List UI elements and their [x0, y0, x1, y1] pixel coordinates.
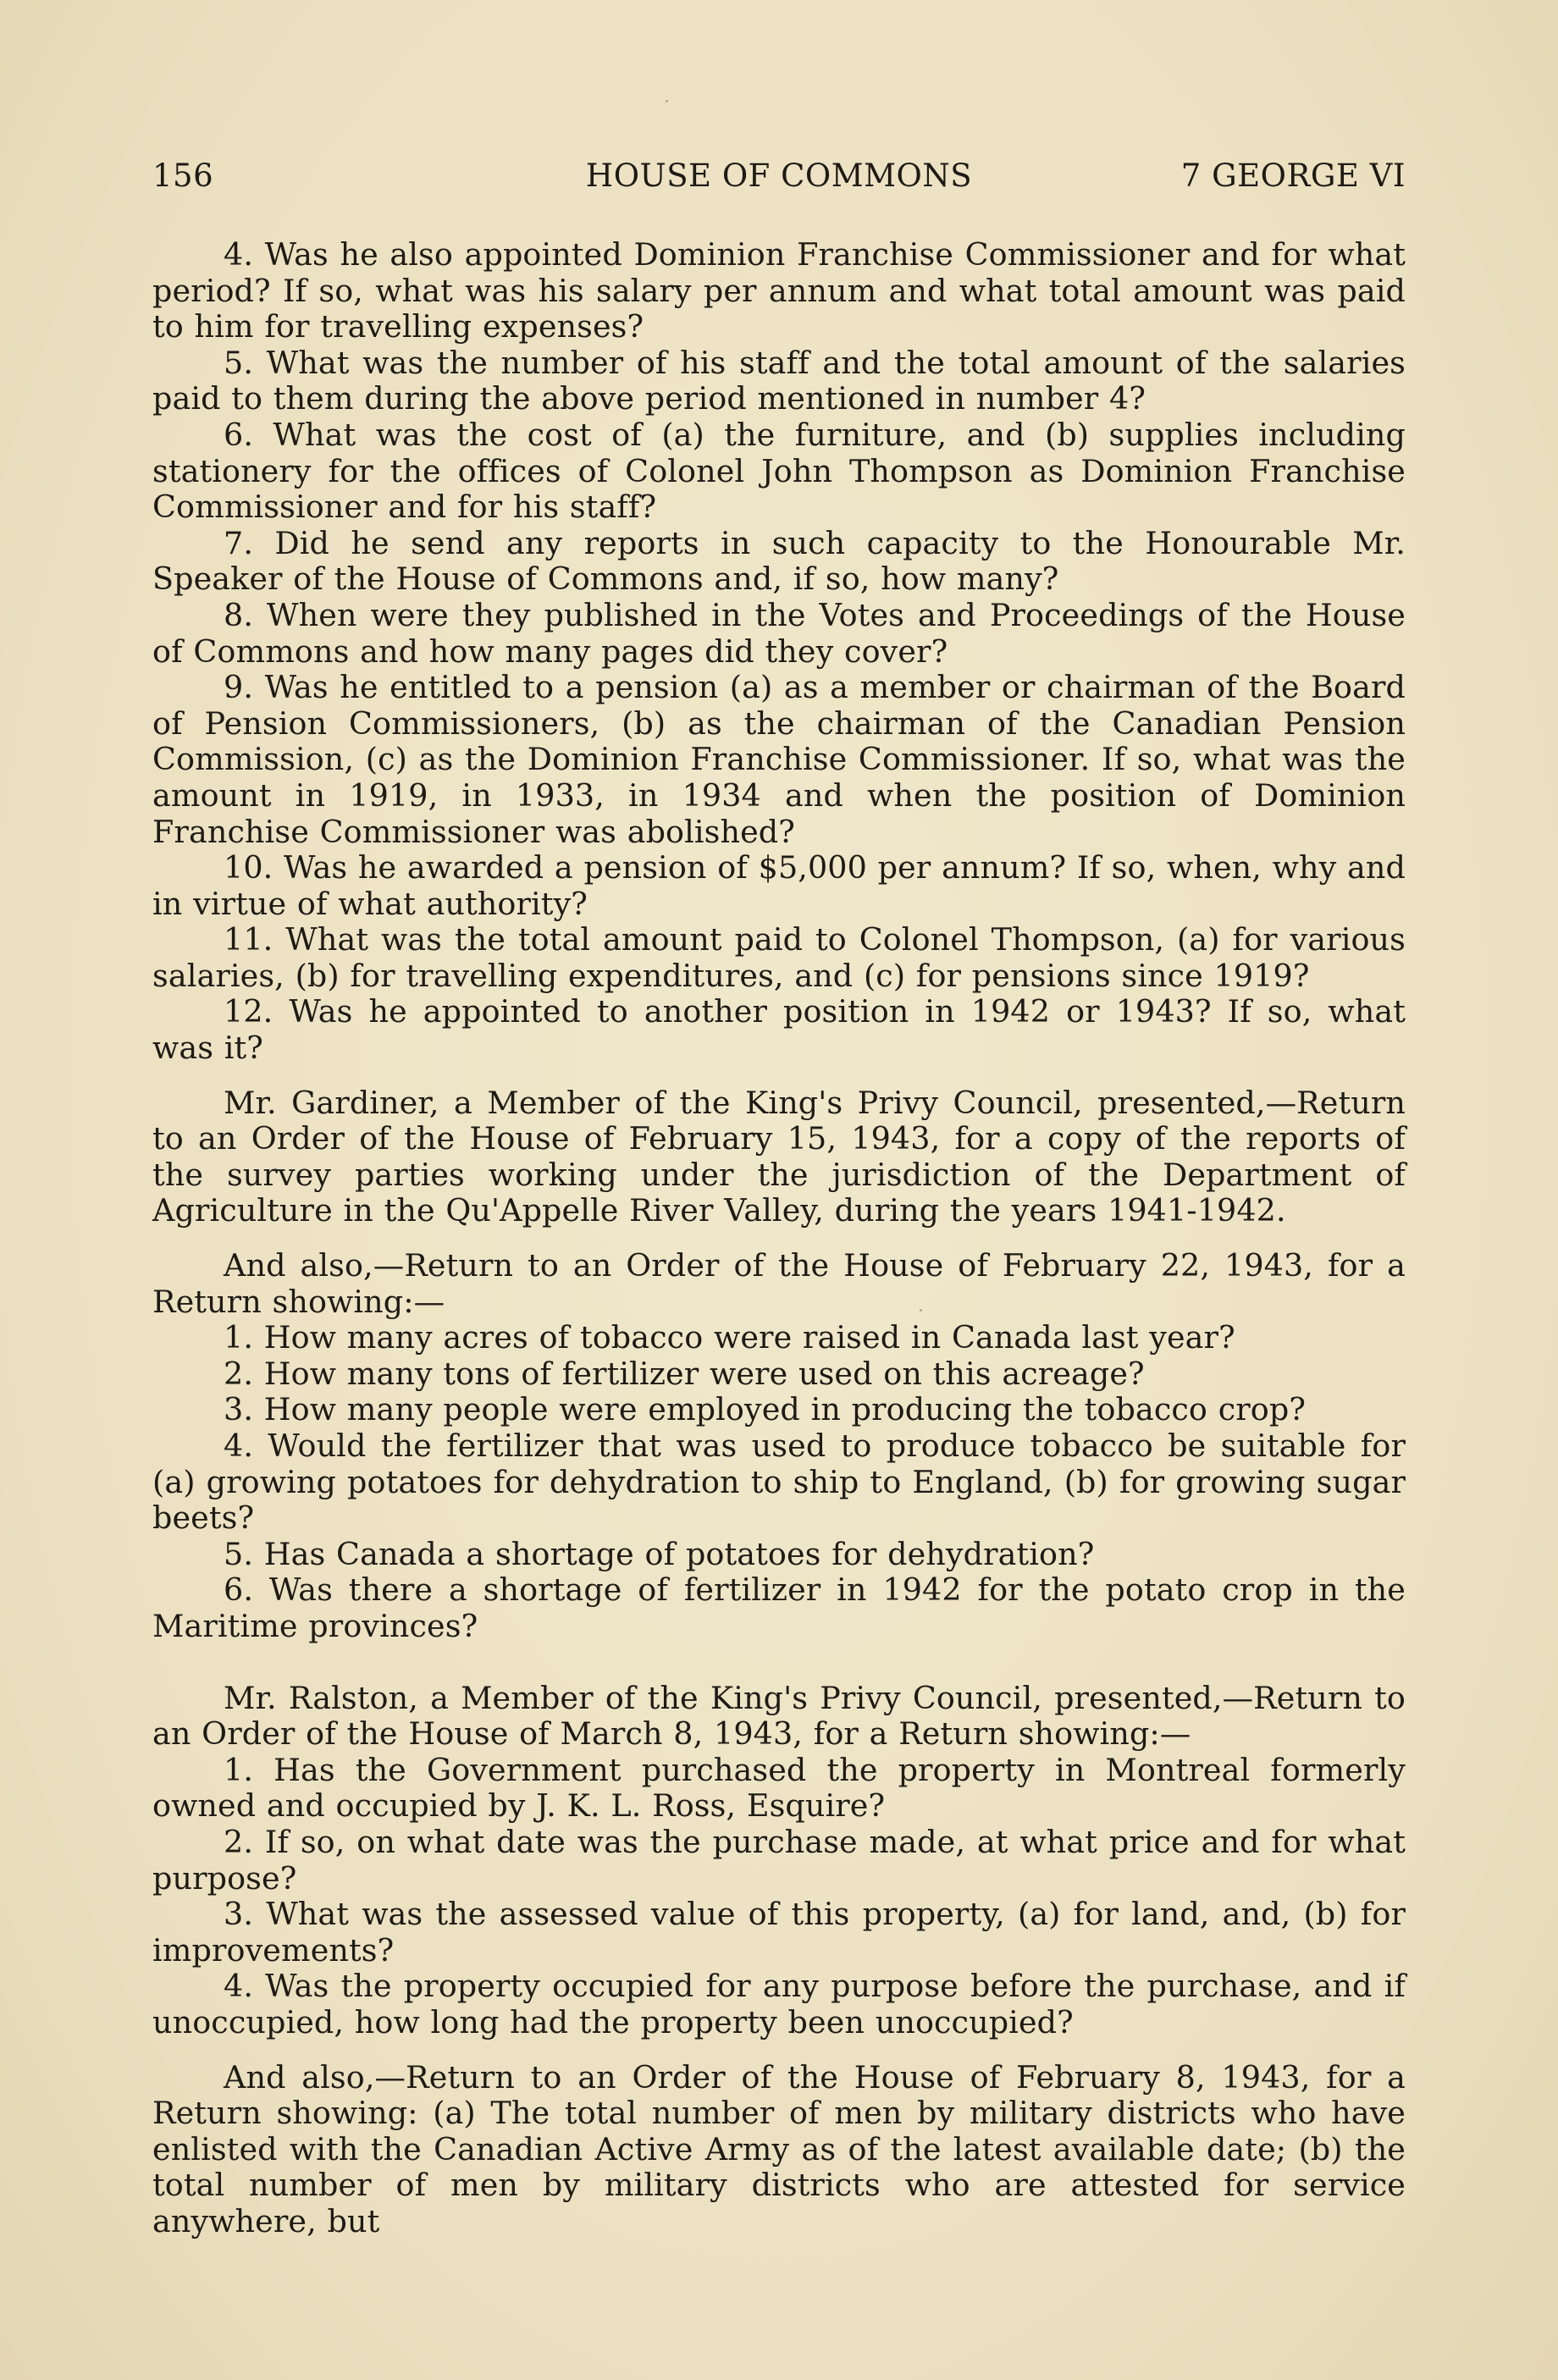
- ralston-question-3: 3. What was the assessed value of this property, (a) for land, and, (b) for improvements?: [152, 1896, 1406, 1969]
- running-head: [152, 157, 1406, 200]
- ralston-question-2: 2. If so, on what date was the purchase made, at what price and for what purpose?: [152, 1823, 1406, 1897]
- question-12: 12. Was he appointed to another position in 1942 or 1943? If so, what was it?: [152, 993, 1406, 1067]
- ralston-return: Mr. Ralston, a Member of the King's Privy Council, presented,—Return to an Order of the House of March 8, 1943, for a Return showing:—: [152, 1679, 1406, 1753]
- ralston-question-4: 4. Was the property occupied for any purpose before the purchase, and if unoccupied, how long had the property been unoccupied?: [152, 1968, 1406, 2040]
- question-9: 9. Was he entitled to a pension (a) as a member or chairman of the Board of Pension Commissioners, (b) as the chairman of the Canadian Pension Commission, (c) as the Dominion Franchise Commissioner. If so, what was the amount in 1919, in 1933, in 1934 and when the position of Dominion Franchise Commissioner was abolished?: [152, 669, 1406, 850]
- tobacco-question-2: 2. How many tons of fertilizer were used on this acreage?: [224, 1355, 1145, 1392]
- question-4: 4. Was he also appointed Dominion Franchise Commissioner and for what period? If so, what was his salary per annum and what total amount was paid to him for travelling expenses?: [152, 236, 1406, 345]
- gardiner-return: Mr. Gardiner, a Member of the King's Privy Council, presented,—Return to an Order of the House of February 15, 1943, for a copy of the reports of the survey parties working under the jurisdiction of the Department of Agriculture in the Qu'Appelle River Valley, during the years 1941-1942.: [152, 1084, 1406, 1229]
- tobacco-question-1: 1. How many acres of tobacco were raised in Canada last year?: [224, 1319, 1235, 1356]
- paper-speck: [666, 100, 668, 102]
- question-6: 6. What was the cost of (a) the furniture, and (b) supplies including stationery for the offices of Colonel John Thompson as Dominion Franchise Commissioner and for his staff?: [152, 416, 1406, 526]
- paper-speck: [920, 1309, 922, 1311]
- question-11: 11. What was the total amount paid to Colonel Thompson, (a) for various salaries, (b) for travelling expenditures, and (c) for pensions since 1919?: [152, 921, 1406, 994]
- tobacco-return-intro: And also,—Return to an Order of the House of February 22, 1943, for a Return showing:—: [152, 1247, 1406, 1320]
- tobacco-question-6: 6. Was there a shortage of fertilizer in 1942 for the potato crop in the Maritime provinces?: [152, 1571, 1406, 1644]
- question-5: 5. What was the number of his staff and the total amount of the salaries paid to them during the above period mentioned in number 4?: [152, 344, 1406, 417]
- body-text: [152, 237, 1406, 2239]
- page-number: 156: [152, 157, 214, 194]
- military-return: And also,—Return to an Order of the House of February 8, 1943, for a Return showing: (a) The total number of men by military districts who have enlisted with the Canadian Active Army as of the latest available date; (b) the total number of men by military districts who are attested for service anywhere, but: [152, 2058, 1406, 2239]
- tobacco-question-3: 3. How many people were employed in producing the tobacco crop?: [224, 1391, 1307, 1428]
- question-10: 10. Was he awarded a pension of $5,000 per annum? If so, when, why and in virtue of what authority?: [152, 849, 1406, 922]
- ralston-question-1: 1. Has the Government purchased the property in Montreal formerly owned and occupied by J. K. L. Ross, Esquire?: [152, 1751, 1406, 1825]
- question-8: 8. When were they published in the Votes and Proceedings of the House of Commons and how many pages did they cover?: [152, 596, 1406, 670]
- regnal-year: 7 GEORGE VI: [1180, 157, 1406, 194]
- tobacco-question-5: 5. Has Canada a shortage of potatoes for dehydration?: [224, 1535, 1095, 1572]
- question-7: 7. Did he send any reports in such capacity to the Honourable Mr. Speaker of the House of Commons and, if so, how many?: [152, 524, 1406, 598]
- journal-title: HOUSE OF COMMONS: [585, 157, 973, 194]
- tobacco-question-4: 4. Would the fertilizer that was used to produce tobacco be suitable for (a) growing potatoes for dehydration to ship to England, (b) for growing sugar beets?: [152, 1427, 1406, 1537]
